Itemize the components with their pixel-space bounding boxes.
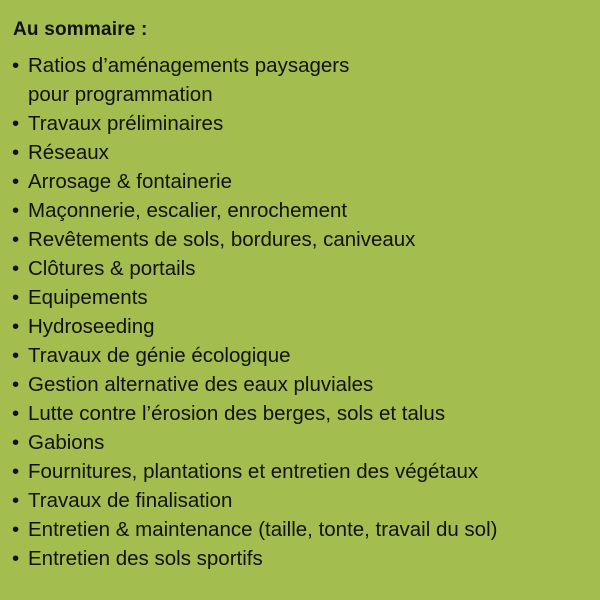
contents-item xyxy=(12,486,497,515)
bullet-icon: • xyxy=(12,141,20,164)
bullet-icon: • xyxy=(12,373,20,396)
contents-item-label: Travaux de génie écologique xyxy=(28,344,291,367)
contents-item-label: Fournitures, plantations et entretien des végétaux xyxy=(28,460,479,483)
contents-item xyxy=(12,312,497,341)
bullet-icon: • xyxy=(12,460,20,483)
bullet-icon: • xyxy=(12,489,20,512)
bullet-icon: • xyxy=(12,228,20,251)
contents-item xyxy=(12,428,497,457)
bullet-icon: • xyxy=(12,170,20,193)
bullet-icon: • xyxy=(12,431,20,454)
contents-item xyxy=(12,138,497,167)
contents-item-label-continuation: pour programmation xyxy=(28,83,213,106)
bullet-icon: • xyxy=(12,547,20,570)
contents-item-label: Revêtements de sols, bordures, caniveaux xyxy=(28,228,416,251)
contents-item xyxy=(12,225,497,254)
contents-item xyxy=(12,544,497,573)
contents-item xyxy=(12,254,497,283)
contents-item-label: Clôtures & portails xyxy=(28,257,196,280)
bullet-icon: • xyxy=(12,344,20,367)
bullet-icon: • xyxy=(12,315,20,338)
contents-item xyxy=(12,283,497,312)
contents-item xyxy=(12,457,497,486)
contents-item xyxy=(12,51,497,109)
bullet-icon: • xyxy=(12,286,20,309)
contents-item-label: Gabions xyxy=(28,431,105,454)
contents-list xyxy=(12,51,497,573)
contents-item xyxy=(12,515,497,544)
contents-item xyxy=(12,167,497,196)
contents-item-label: Travaux de finalisation xyxy=(28,489,233,512)
bullet-icon: • xyxy=(12,402,20,425)
contents-item-label: Réseaux xyxy=(28,141,109,164)
contents-item-label: Lutte contre l’érosion des berges, sols et talus xyxy=(28,402,446,425)
contents-item-label: Ratios d’aménagements paysagers xyxy=(28,54,350,77)
contents-item-label: Equipements xyxy=(28,286,148,309)
bullet-icon: • xyxy=(12,112,20,135)
contents-heading: Au sommaire : xyxy=(13,19,148,40)
contents-item-label: Entretien & maintenance (taille, tonte, travail du sol) xyxy=(28,518,498,541)
bullet-icon: • xyxy=(12,518,20,541)
contents-item-label: Arrosage & fontainerie xyxy=(28,170,232,193)
contents-item-label: Entretien des sols sportifs xyxy=(28,547,263,570)
contents-item-label: Travaux préliminaires xyxy=(28,112,224,135)
contents-item-label: Hydroseeding xyxy=(28,315,155,338)
bullet-icon: • xyxy=(12,199,20,222)
bullet-icon: • xyxy=(12,54,20,77)
contents-item xyxy=(12,399,497,428)
contents-item xyxy=(12,341,497,370)
contents-item xyxy=(12,196,497,225)
contents-item xyxy=(12,370,497,399)
contents-item-label: Maçonnerie, escalier, enrochement xyxy=(28,199,348,222)
contents-item xyxy=(12,109,497,138)
bullet-icon: • xyxy=(12,257,20,280)
contents-item-label: Gestion alternative des eaux pluviales xyxy=(28,373,374,396)
